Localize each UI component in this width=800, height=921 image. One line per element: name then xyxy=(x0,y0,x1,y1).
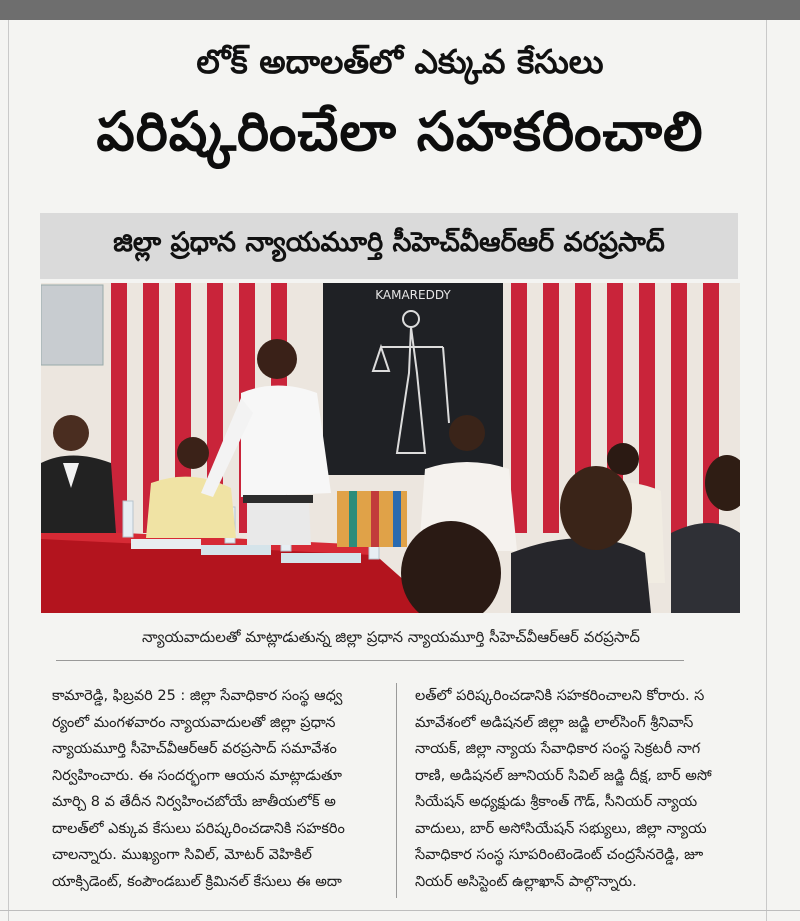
bottom-rule xyxy=(0,910,800,911)
article-body-right xyxy=(415,683,745,895)
photo-caption: న్యాయవాదులతో మాట్లాడుతున్న జిల్లా ప్రధాన న్యాయమూర్తి సీహెచ్‌వీఆర్‌ఆర్ వరప్రసాద్ xyxy=(142,628,640,646)
meeting-photo-illustration xyxy=(41,283,740,613)
subhead-text: జిల్లా ప్రధాన న్యాయమూర్తి సీహెచ్‌వీఆర్‌ఆర్ వరప్రసాద్ xyxy=(113,227,665,258)
body-line: ర్యంలో మంగళవారం న్యాయవాదులతో జిల్లా ప్రధాన xyxy=(52,714,336,731)
body-line: కామారెడ్డి, ఫిబ్రవరి 25 : జిల్లా సేవాధికార సంస్థ ఆధ్వ xyxy=(52,688,343,704)
photo-sign-text: KAMAREDDY xyxy=(375,288,451,302)
news-photo xyxy=(41,283,740,613)
body-line: చాలన్నారు. ముఖ్యంగా సివిల్, మోటర్ వెహికిల్ xyxy=(52,847,312,863)
body-line: యాక్సిడెంట్, కంపౌండబుల్ క్రిమినల్ కేసులు ఈ అదా xyxy=(52,873,342,890)
body-line: మార్చి 8 వ తేదీన నిర్వహించబోయే జాతీయలోక్ అ xyxy=(52,794,336,810)
body-line: నిర్వహించారు. ఈ సందర్భంగా ఆయన మాట్లాడుతూ xyxy=(52,767,342,784)
left-edge-line xyxy=(8,20,9,921)
article-subhead xyxy=(40,213,738,279)
body-line: వాదులు, బార్ అసోసియేషన్ సభ్యులు, జిల్లా న్యాయ xyxy=(415,820,707,837)
body-line: రాణి, అడిషనల్ జూనియర్ సివిల్ జడ్జి దీక్ష, బార్ అసో xyxy=(415,767,712,784)
column-divider xyxy=(396,683,397,898)
body-line: సేవాధికార సంస్థ సూపరింటెండెంట్ చంద్రసేనరెడ్డి, జూ xyxy=(415,847,704,863)
caption-rule xyxy=(56,660,684,661)
article-body-left xyxy=(52,683,382,895)
top-bar xyxy=(0,0,800,20)
body-line: నియర్ అసిస్టెంట్ ఉల్లాఖాన్ పాల్గొన్నారు. xyxy=(415,873,637,890)
body-line: లత్‌లో పరిష్కరించడానికి సహకరించాలని కోరారు. స xyxy=(415,688,705,704)
body-line: న్యాయమూర్తి సీహెచ్‌వీఆర్‌ఆర్ వరప్రసాద్ సమావేశం xyxy=(52,741,337,757)
body-line: దాలత్‌లో ఎక్కువ కేసులు పరిష్కరించడానికి సహకరిం xyxy=(52,820,345,837)
body-line: సియేషన్ అధ్యక్షుడు శ్రీకాంత్ గౌడ్, సీనియర్ న్యాయ xyxy=(415,794,698,810)
article-kicker: లోక్ అదాలత్‌లో ఎక్కువ కేసులు xyxy=(196,42,604,81)
body-line: మావేశంలో అడిషనల్ జిల్లా జడ్జి లాల్‌సింగ్ శ్రీనివాస్ xyxy=(415,714,694,731)
body-line: నాయక్, జిల్లా న్యాయ సేవాధికార సంస్థ సెక్రటరీ నాగ xyxy=(415,741,701,757)
article-headline: పరిష్కరించేలా సహకరించాలి xyxy=(96,100,704,163)
